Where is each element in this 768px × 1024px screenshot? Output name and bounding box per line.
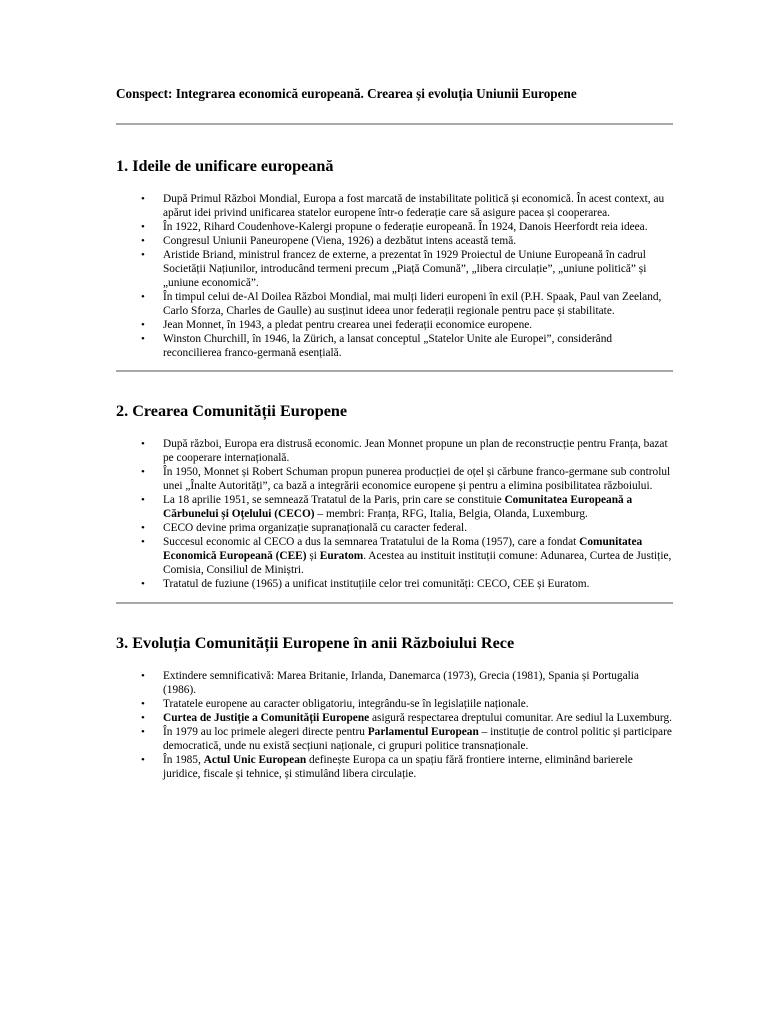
item-text: Tratatele europene au caracter obligatoriu, integrându-se în legislațiile naționale.	[163, 697, 529, 710]
document-page	[116, 86, 673, 781]
divider	[116, 370, 673, 372]
divider	[116, 602, 673, 604]
bullet-icon: •	[141, 437, 145, 450]
item-text: Tratatul de fuziune (1965) a unificat instituțiile celor trei comunități: CECO, CEE și Euratom.	[163, 577, 590, 590]
list-item	[141, 465, 673, 493]
bold-text: Curtea de Justiție a Comunității Europene	[163, 711, 370, 724]
list-item	[141, 725, 673, 753]
item-text: . Acestea au instituit instituții comune: Adunarea, Curtea de Justiție, Comisia, Consiliul de Miniștri.	[163, 549, 672, 576]
bullet-icon: •	[141, 332, 145, 345]
item-text: – membri: Franța, RFG, Italia, Belgia, Olanda, Luxemburg.	[314, 507, 588, 520]
bullet-icon: •	[141, 234, 145, 247]
bullet-icon: •	[141, 318, 145, 331]
bullet-icon: •	[141, 248, 145, 261]
section-1	[116, 156, 673, 360]
list-item	[141, 711, 673, 725]
bullet-icon: •	[141, 725, 145, 738]
bullet-icon: •	[141, 290, 145, 303]
bold-text: Comunitatea Europeană a Cărbunelui și Oțelului (CECO)	[163, 493, 633, 520]
bullet-icon: •	[141, 753, 145, 766]
item-text: În 1979 au loc primele alegeri directe pentru	[163, 725, 368, 738]
list-item	[141, 248, 673, 290]
item-text: În 1985,	[163, 753, 204, 766]
item-text: Succesul economic al CECO a dus la semnarea Tratatului de la Roma (1957), care a fondat	[163, 535, 580, 548]
section-3	[116, 633, 673, 781]
bullet-icon: •	[141, 711, 145, 724]
item-text: La 18 aprilie 1951, se semnează Tratatul de la Paris, prin care se constituie	[163, 493, 505, 506]
bullet-icon: •	[141, 493, 145, 506]
list-item	[141, 290, 673, 318]
item-text: și	[306, 549, 320, 562]
section-heading: 3. Evoluția Comunității Europene în anii Războiului Rece	[116, 633, 515, 652]
bullet-list	[116, 192, 673, 360]
list-item	[141, 332, 673, 360]
bullet-icon: •	[141, 535, 145, 548]
bold-text: Comunitatea Economică Europeană (CEE)	[163, 535, 643, 562]
list-item	[141, 669, 673, 697]
section-2	[116, 401, 673, 591]
bold-text: Euratom	[319, 549, 364, 562]
list-item	[141, 535, 673, 577]
item-text: Aristide Briand, ministrul francez de externe, a prezentat în 1929 Proiectul de Uniune Europeană în cadrul Societății Națiunilor, introducând termeni precum „Piață Comună”, „libera circulație”, „uniune politică” și „uniune economică”.	[163, 248, 647, 289]
list-item	[141, 753, 673, 781]
list-item	[141, 220, 673, 234]
bullet-icon: •	[141, 465, 145, 478]
list-item	[141, 437, 673, 465]
list-item	[141, 318, 673, 332]
document-title: Conspect: Integrarea economică europeană. Crearea și evoluția Uniunii Europene	[116, 86, 577, 101]
bullet-list	[116, 669, 673, 781]
bold-text: Actul Unic European	[203, 753, 307, 766]
item-text: – instituție de control politic și participare democratică, unde nu există secțiuni naționale, ci grupuri politice transnaționale.	[163, 725, 672, 752]
item-text: Jean Monnet, în 1943, a pledat pentru crearea unei federații economice europene.	[163, 318, 533, 331]
item-text: Extindere semnificativă: Marea Britanie, Irlanda, Danemarca (1973), Grecia (1981), Spania și Portugalia (1986).	[163, 669, 639, 696]
item-text: După Primul Război Mondial, Europa a fost marcată de instabilitate politică și economică. În acest context, au apărut idei privind unificarea statelor europene într-o federație care să asigure pacea și cooperarea.	[163, 192, 665, 219]
bullet-list	[116, 437, 673, 591]
bullet-icon: •	[141, 192, 145, 205]
list-item	[141, 697, 673, 711]
item-text: În timpul celui de-Al Doilea Război Mondial, mai mulți lideri europeni în exil (P.H. Spaak, Paul van Zeeland, Carlo Sforza, Charles de Gaulle) au susținut ideea unor federații regionale pentru pace și stabilitate.	[163, 290, 662, 317]
list-item	[141, 493, 673, 521]
item-text: După război, Europa era distrusă economic. Jean Monnet propune un plan de reconstrucție pentru Franța, bazat pe cooperare internațională.	[163, 437, 668, 464]
item-text: Congresul Uniunii Paneuropene (Viena, 1926) a dezbătut intens această temă.	[163, 234, 517, 247]
bullet-icon: •	[141, 521, 145, 534]
item-text: definește Europa ca un spațiu fără frontiere interne, eliminând barierele juridice, fiscale și tehnice, și stimulând libera circulație.	[163, 753, 633, 780]
bullet-icon: •	[141, 669, 145, 682]
bold-text: Parlamentul European	[367, 725, 479, 738]
list-item	[141, 577, 673, 591]
section-heading: 2. Crearea Comunității Europene	[116, 401, 348, 420]
bullet-icon: •	[141, 697, 145, 710]
list-item	[141, 521, 673, 535]
list-item	[141, 234, 673, 248]
item-text: asigură respectarea dreptului comunitar. Are sediul la Luxemburg.	[369, 711, 673, 724]
divider	[116, 123, 673, 125]
item-text: Winston Churchill, în 1946, la Zürich, a lansat conceptul „Statelor Unite ale Europei”, considerând reconcilierea franco-germană esențială.	[163, 332, 613, 359]
list-item	[141, 192, 673, 220]
bullet-icon: •	[141, 220, 145, 233]
item-text: În 1950, Monnet și Robert Schuman propun punerea producției de oțel și cărbune franco-germane sub controlul unei „Înalte Autorități”, ca bază a integrării economice europene și pentru a elimina posibilitatea războiului.	[163, 465, 671, 492]
section-heading: 1. Ideile de unificare europeană	[116, 156, 334, 175]
item-text: În 1922, Rihard Coudenhove-Kalergi propune o federație europeană. În 1924, Danois Heerfordt reia ideea.	[163, 220, 648, 233]
bullet-icon: •	[141, 577, 145, 590]
item-text: CECO devine prima organizație supranațională cu caracter federal.	[163, 521, 468, 534]
